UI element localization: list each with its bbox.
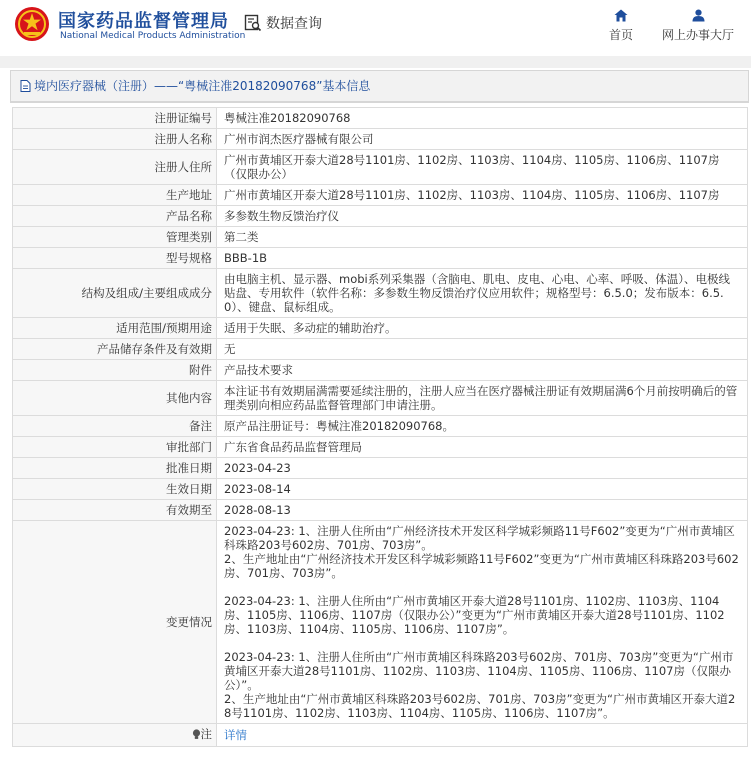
- user-icon: [692, 9, 705, 22]
- table-row: [13, 129, 748, 150]
- table-row: [13, 248, 748, 269]
- nav-online-service-hall[interactable]: [658, 9, 738, 43]
- field-value: 粤械注准20182090768: [217, 108, 748, 129]
- home-icon: [614, 9, 628, 22]
- table-row: [13, 150, 748, 185]
- field-value: BBB-1B: [217, 248, 748, 269]
- details-link[interactable]: 详情: [224, 727, 247, 742]
- field-value: 2028-08-13: [217, 500, 748, 521]
- table-row: [13, 185, 748, 206]
- field-label: 附件: [13, 360, 217, 381]
- field-label: 型号规格: [13, 248, 217, 269]
- footnote-row: [13, 724, 748, 747]
- field-label: 适用范围/预期用途: [13, 318, 217, 339]
- field-label: 批准日期: [13, 458, 217, 479]
- field-value: 由电脑主机、显示器、mobi系列采集器（含脑电、肌电、皮电、心电、心率、呼吸、体温）、电极线贴盘、专用软件（软件名称：多参数生物反馈治疗仪应用软件；规格型号：6.5.0；发布版本：6.5.0）、键盘、鼠标组成。: [217, 269, 748, 318]
- field-label: 产品名称: [13, 206, 217, 227]
- change-history: [217, 521, 748, 724]
- breadcrumb-title: 境内医疗器械（注册）——“粤械注准20182090768”基本信息: [34, 79, 371, 93]
- change-entry: 2023-04-23: 1、注册人住所由“广州经济技术开发区科学城彩频路11号F602”变更为“广州市黄埔区科珠路203号602房、701房、703房”。 2、生产地址由“广州经济技术开发区科学城彩频路11号F602”变更为“广州市黄埔区科珠路203号602房、701房、703房”。: [224, 524, 739, 580]
- site-header: [0, 0, 751, 56]
- table-row: [13, 339, 748, 360]
- table-row: [13, 269, 748, 318]
- table-row: [13, 381, 748, 416]
- data-query-link[interactable]: [244, 13, 322, 33]
- site-title-english: National Medical Products Administration: [60, 31, 246, 41]
- detail-panel: [10, 70, 749, 103]
- data-query-icon: [244, 14, 262, 32]
- field-label: 变更情况: [13, 521, 217, 724]
- table-row: [13, 108, 748, 129]
- field-label: 生效日期: [13, 479, 217, 500]
- field-label: 注册人住所: [13, 150, 217, 185]
- field-value: 广东省食品药品监督管理局: [217, 437, 748, 458]
- nav-home[interactable]: [608, 9, 634, 43]
- table-row: [13, 437, 748, 458]
- table-row: [13, 416, 748, 437]
- field-value: 产品技术要求: [217, 360, 748, 381]
- field-value: 第二类: [217, 227, 748, 248]
- registration-info-table: [12, 107, 748, 747]
- field-value: 广州市润杰医疗器械有限公司: [217, 129, 748, 150]
- footnote-label: 注: [200, 727, 212, 741]
- footnote-value-cell: [217, 724, 748, 747]
- field-value: 无: [217, 339, 748, 360]
- field-label: 结构及组成/主要组成成分: [13, 269, 217, 318]
- table-row: [13, 206, 748, 227]
- field-value: 广州市黄埔区开泰大道28号1101房、1102房、1103房、1104房、1105房、1106房、1107房: [217, 185, 748, 206]
- breadcrumb: [11, 71, 748, 102]
- table-row: [13, 227, 748, 248]
- data-query-label: 数据查询: [266, 16, 322, 32]
- field-label: 审批部门: [13, 437, 217, 458]
- header-divider: [0, 56, 751, 68]
- change-entry: 2023-04-23: 1、注册人住所由“广州市黄埔区开泰大道28号1101房、1102房、1103房、1104房、1105房、1106房、1107房（仅限办公）”变更为“广州市黄埔区开泰大道28号1101房、1102房、1103房、1104房、1105房、1106房、1107房”。: [224, 594, 725, 636]
- nav-online-service-hall-label: 网上办事大厅: [661, 28, 734, 42]
- table-row: [13, 318, 748, 339]
- field-value: 广州市黄埔区开泰大道28号1101房、1102房、1103房、1104房、1105房、1106房、1107房（仅限办公）: [217, 150, 748, 185]
- table-row: [13, 479, 748, 500]
- field-label: 管理类别: [13, 227, 217, 248]
- field-label: 备注: [13, 416, 217, 437]
- table-row: [13, 458, 748, 479]
- site-title: 国家药品监督管理局: [58, 11, 229, 32]
- field-value: 本注证书有效期届满需要延续注册的，注册人应当在医疗器械注册证有效期届满6个月前按明确后的管理类别向相应药品监督管理部门申请注册。: [217, 381, 748, 416]
- field-label: 注册人名称: [13, 129, 217, 150]
- field-label: 生产地址: [13, 185, 217, 206]
- field-label: 注册证编号: [13, 108, 217, 129]
- national-emblem-icon: [14, 6, 50, 42]
- change-history-row: [13, 521, 748, 724]
- field-value: 适用于失眠、多动症的辅助治疗。: [217, 318, 748, 339]
- nav-home-label: 首页: [608, 28, 633, 42]
- lightbulb-icon: [192, 729, 201, 740]
- table-row: [13, 500, 748, 521]
- field-label: 有效期至: [13, 500, 217, 521]
- document-icon: [20, 80, 31, 92]
- field-value: 原产品注册证号：粤械注准20182090768。: [217, 416, 748, 437]
- table-row: [13, 360, 748, 381]
- field-value: 2023-08-14: [217, 479, 748, 500]
- footnote-label-cell: [13, 724, 217, 747]
- field-label: 产品储存条件及有效期: [13, 339, 217, 360]
- change-entry: 2023-04-23: 1、注册人住所由“广州市黄埔区科珠路203号602房、701房、703房”变更为“广州市黄埔区开泰大道28号1101房、1102房、1103房、1104房、1105房、1106房、1107房（仅限办公）”。 2、生产地址由“广州市黄埔区科珠路203号602房、701房、703房”变更为“广州市黄埔区开泰大道28号1101房、1102房、1103房、1104房、1105房、1106房、1107房”。: [224, 650, 736, 720]
- field-label: 其他内容: [13, 381, 217, 416]
- field-value: 2023-04-23: [217, 458, 748, 479]
- field-value: 多参数生物反馈治疗仪: [217, 206, 748, 227]
